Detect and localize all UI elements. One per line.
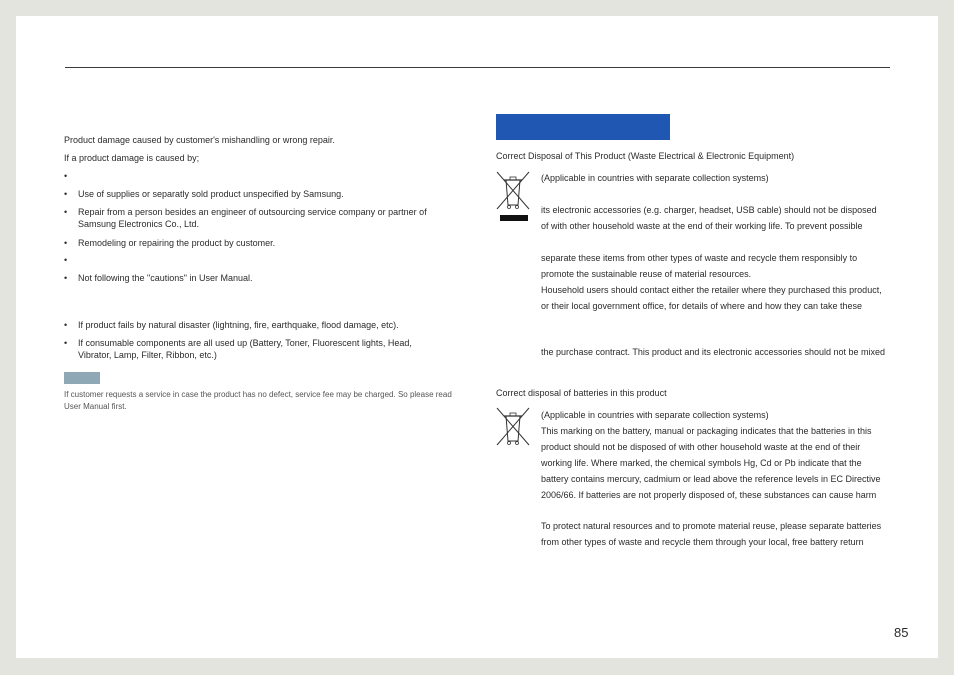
intro-text-2: If a product damage is caused by; <box>64 153 200 163</box>
battery-line: 2006/66. If batteries are not properly disposed of, these substances can cause harm <box>541 490 877 500</box>
weee-line <box>541 314 901 330</box>
weee-line: or their local government office, for details of where and how they can take these <box>541 301 863 311</box>
bullet-symbol: • <box>64 320 68 330</box>
weee-line <box>541 330 901 344</box>
section-heading-bar <box>496 114 670 140</box>
battery-line: from other types of waste and recycle them through your local, free battery return <box>541 537 864 547</box>
bullet-text: Not following the "cautions" in User Manual. <box>78 273 253 283</box>
bullet-symbol: • <box>64 207 68 217</box>
bullet-symbol: • <box>64 255 68 265</box>
weee-title: Correct Disposal of This Product (Waste Electrical & Electronic Equipment) <box>496 151 795 161</box>
battery-line: (Applicable in countries with separate collection systems) <box>541 410 769 420</box>
page-number: 85 <box>894 625 909 640</box>
bullet-symbol: • <box>64 189 68 199</box>
crossed-bin-icon <box>496 171 530 226</box>
weee-line: of with other household waste at the end of their working life. To prevent possible <box>541 221 863 231</box>
header-rule <box>65 67 890 68</box>
battery-line <box>541 503 901 518</box>
bullet-symbol: • <box>64 338 68 348</box>
bullet-text: If consumable components are all used up (Battery, Toner, Fluorescent lights, Head, Vibrator, Lamp, Filter, Ribbon, etc.) <box>78 338 412 360</box>
battery-body <box>541 407 901 550</box>
bullet-symbol: • <box>64 171 68 181</box>
weee-line: its electronic accessories (e.g. charger, headset, USB cable) should not be disposed <box>541 205 877 215</box>
battery-title: Correct disposal of batteries in this product <box>496 388 667 398</box>
manual-page <box>16 16 938 658</box>
weee-line: (Applicable in countries with separate collection systems) <box>541 173 769 183</box>
note-tag <box>64 372 100 384</box>
weee-line: the purchase contract. This product and its electronic accessories should not be mixed <box>541 347 886 357</box>
weee-line <box>541 186 901 202</box>
weee-line: Household users should contact either the retailer where they purchased this product, <box>541 285 882 295</box>
bullet-symbol: • <box>64 238 68 248</box>
bullet-text: If product fails by natural disaster (lightning, fire, earthquake, flood damage, etc). <box>78 320 399 330</box>
weee-body <box>541 170 901 360</box>
battery-line: battery contains mercury, cadmium or lead above the reference levels in EC Directive <box>541 474 881 484</box>
bullet-text: Repair from a person besides an engineer of outsourcing service company or partner of Samsung Electronics Co., Ltd. <box>78 207 427 229</box>
bullet-symbol: • <box>64 273 68 283</box>
crossed-bin-icon <box>496 407 530 449</box>
battery-line: product should not be disposed of with other household waste at the end of their <box>541 442 861 452</box>
weee-line <box>541 234 901 250</box>
battery-line: This marking on the battery, manual or packaging indicates that the batteries in this <box>541 426 872 436</box>
battery-line: To protect natural resources and to promote material reuse, please separate batteries <box>541 521 882 531</box>
bullet-text: Use of supplies or separatly sold product unspecified by Samsung. <box>78 189 344 199</box>
weee-line: separate these items from other types of waste and recycle them responsibly to <box>541 253 858 263</box>
weee-line: promote the sustainable reuse of material resources. <box>541 269 752 279</box>
bullet-text: Remodeling or repairing the product by customer. <box>78 238 276 248</box>
battery-line: working life. Where marked, the chemical symbols Hg, Cd or Pb indicate that the <box>541 458 862 468</box>
note-text: If customer requests a service in case the product has no defect, service fee may be charged. So please read User Manual first. <box>64 390 452 411</box>
intro-text-1: Product damage caused by customer's mishandling or wrong repair. <box>64 135 335 145</box>
